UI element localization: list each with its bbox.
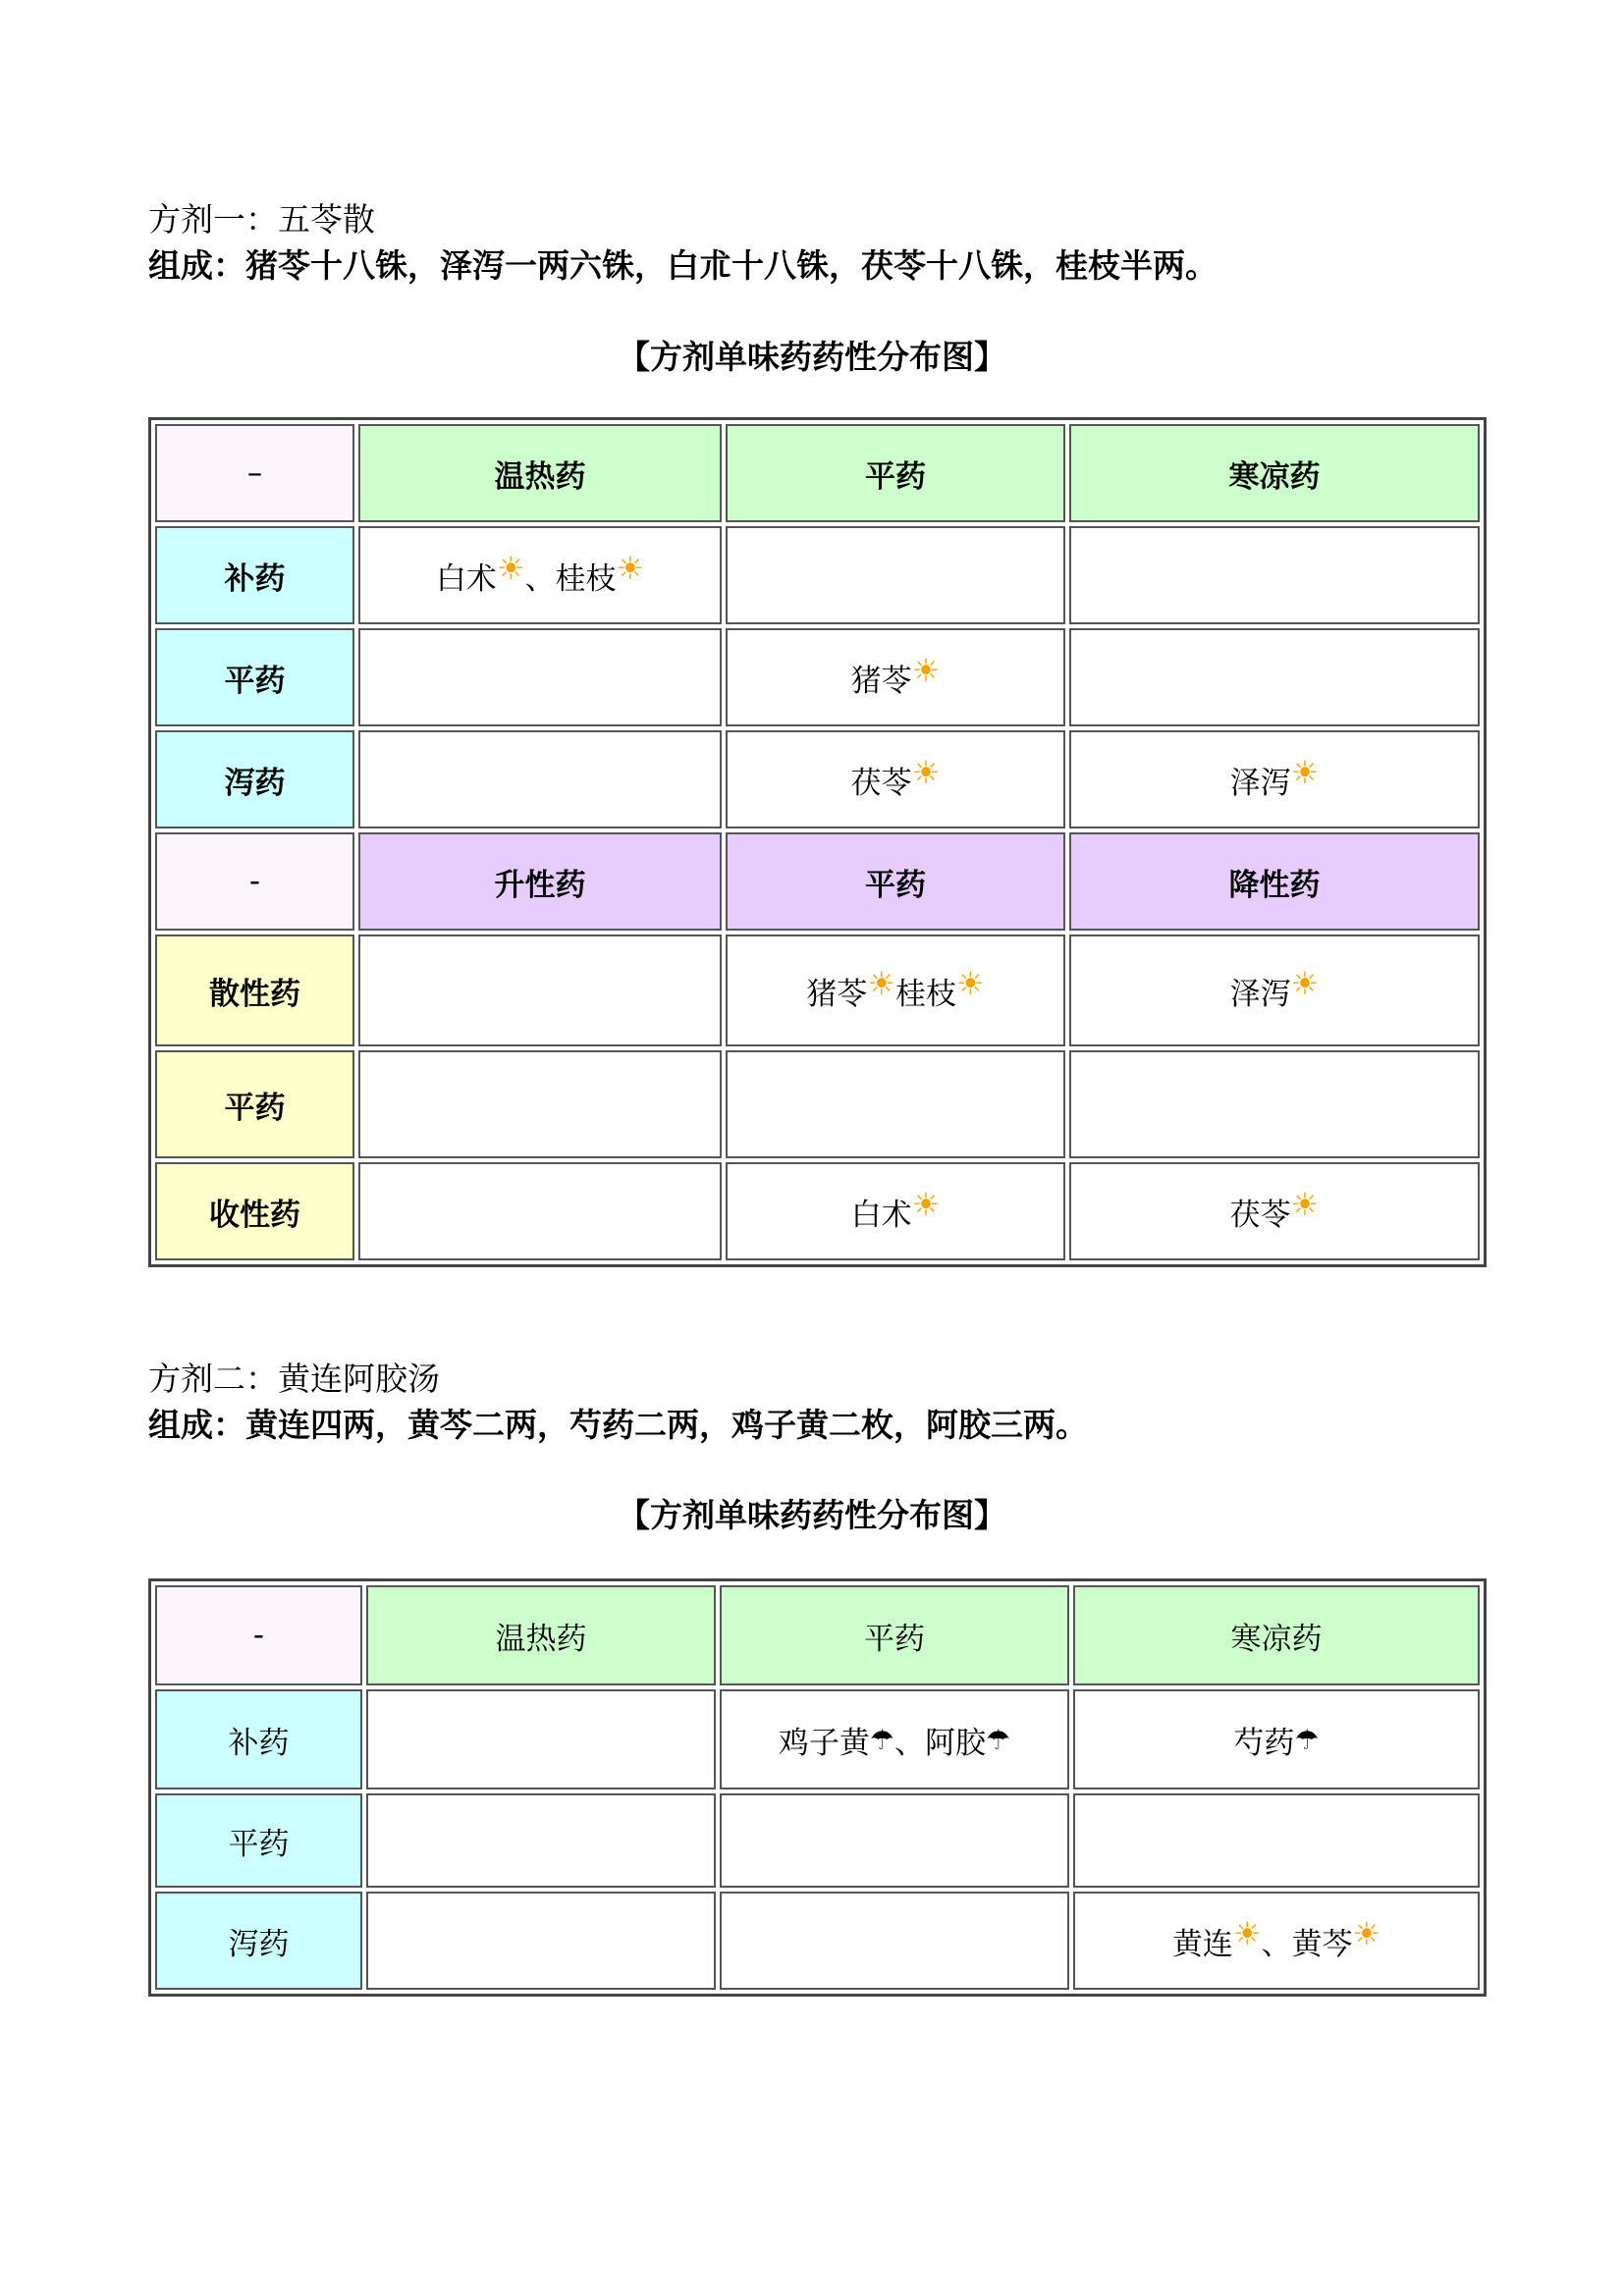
cell <box>726 934 1065 1046</box>
row-header-tonic: 补药 <box>155 1689 362 1789</box>
cell <box>726 1162 1065 1260</box>
sun-icon: ☀ <box>616 550 645 587</box>
umbrella-icon: ☂ <box>869 1723 894 1756</box>
formula2-composition: 组成：黄连四两，黄芩二两，芍药二两，鸡子黄二枚，阿胶三两。 <box>148 1406 1088 1444</box>
umbrella-icon: ☂ <box>1294 1723 1320 1756</box>
sun-icon: ☀ <box>1290 754 1320 791</box>
cell <box>358 628 722 726</box>
cell <box>358 1162 722 1260</box>
herb-name: 黄连 <box>1171 1927 1233 1962</box>
sun-icon: ☀ <box>911 754 941 791</box>
row-header-dispersing: 散性药 <box>155 934 354 1046</box>
sun-icon: ☀ <box>867 965 895 1002</box>
row-header-neutral: 平药 <box>155 1793 362 1888</box>
row-header-astringent: 收性药 <box>155 1162 354 1260</box>
herb-name: 泽泻 <box>1229 766 1291 801</box>
row-header-tonic: 补药 <box>155 526 354 624</box>
herb-name: 泽泻 <box>1229 977 1291 1012</box>
formula1-title: 方剂一：五苓散 <box>148 200 375 239</box>
umbrella-icon: ☂ <box>986 1723 1011 1756</box>
herb-name: 白术 <box>850 1198 912 1233</box>
separator: 、 <box>524 561 556 597</box>
col-header-neutral: 平药 <box>726 424 1065 522</box>
table-corner: - <box>155 832 354 931</box>
cell <box>1069 934 1480 1046</box>
herb-name: 茯苓 <box>1229 1198 1291 1233</box>
row-header-neutral: 平药 <box>155 628 354 726</box>
sun-icon: ☀ <box>911 1186 941 1223</box>
herb-name: 桂枝 <box>555 561 617 597</box>
cell <box>358 526 722 624</box>
herb-name: 芍药 <box>1233 1725 1295 1761</box>
herb-name: 阿胶 <box>925 1725 986 1761</box>
cell <box>1069 526 1480 624</box>
col-header-neutral: 平药 <box>720 1585 1069 1685</box>
sun-icon: ☀ <box>1290 965 1320 1002</box>
cell <box>726 730 1065 828</box>
col-header-cold: 寒凉药 <box>1073 1585 1480 1685</box>
row-header-purge: 泻药 <box>155 1892 362 1990</box>
sun-icon: ☀ <box>1232 1915 1262 1952</box>
sun-icon: ☀ <box>1352 1915 1381 1952</box>
cell <box>1069 628 1480 726</box>
table-corner: - <box>155 1585 362 1685</box>
sun-icon: ☀ <box>911 652 941 689</box>
row-header-neutral: 平药 <box>155 1050 354 1158</box>
cell <box>358 934 722 1046</box>
col-header-warm: 温热药 <box>358 424 722 522</box>
formula1-property-table <box>148 417 1487 1267</box>
herb-name: 鸡子黄 <box>778 1725 870 1761</box>
cell <box>1069 1162 1480 1260</box>
col-header-cold: 寒凉药 <box>1069 424 1480 522</box>
cell <box>1069 730 1480 828</box>
separator: 、 <box>894 1725 925 1761</box>
separator: 、 <box>1261 1927 1292 1962</box>
cell <box>726 526 1065 624</box>
herb-name: 白术 <box>435 561 497 597</box>
formula2-caption: 【方剂单味药药性分布图】 <box>618 1496 1006 1534</box>
col-header-neutral: 平药 <box>726 832 1065 931</box>
sun-icon: ☀ <box>496 550 525 587</box>
cell <box>1073 1793 1480 1888</box>
cell <box>1069 1050 1480 1158</box>
cell <box>358 730 722 828</box>
cell <box>720 1689 1069 1789</box>
cell <box>720 1892 1069 1990</box>
cell <box>726 1050 1065 1158</box>
cell <box>366 1689 716 1789</box>
herb-name: 猪苓 <box>806 977 868 1012</box>
sun-icon: ☀ <box>1290 1186 1320 1223</box>
cell <box>366 1793 716 1888</box>
row-header-purge: 泻药 <box>155 730 354 828</box>
formula1-composition: 组成：猪苓十八铢，泽泻一两六铢，白朮十八铢，茯苓十八铢，桂枝半两。 <box>148 246 1218 285</box>
formula2-title: 方剂二：黄连阿胶汤 <box>148 1360 440 1398</box>
cell <box>726 628 1065 726</box>
sun-icon: ☀ <box>956 965 985 1002</box>
herb-name: 茯苓 <box>850 766 912 801</box>
col-header-descending: 降性药 <box>1069 832 1480 931</box>
formula2-property-table <box>148 1578 1487 1997</box>
cell <box>358 1050 722 1158</box>
cell <box>720 1793 1069 1888</box>
herb-name: 黄芩 <box>1291 1927 1353 1962</box>
formula1-caption: 【方剂单味药药性分布图】 <box>618 338 1006 376</box>
herb-name: 桂枝 <box>895 977 956 1012</box>
cell <box>366 1892 716 1990</box>
col-header-ascending: 升性药 <box>358 832 722 931</box>
col-header-warm: 温热药 <box>366 1585 716 1685</box>
herb-name: 猪苓 <box>850 664 912 699</box>
cell <box>1073 1689 1480 1789</box>
cell <box>1073 1892 1480 1990</box>
table-corner: – <box>155 424 354 522</box>
